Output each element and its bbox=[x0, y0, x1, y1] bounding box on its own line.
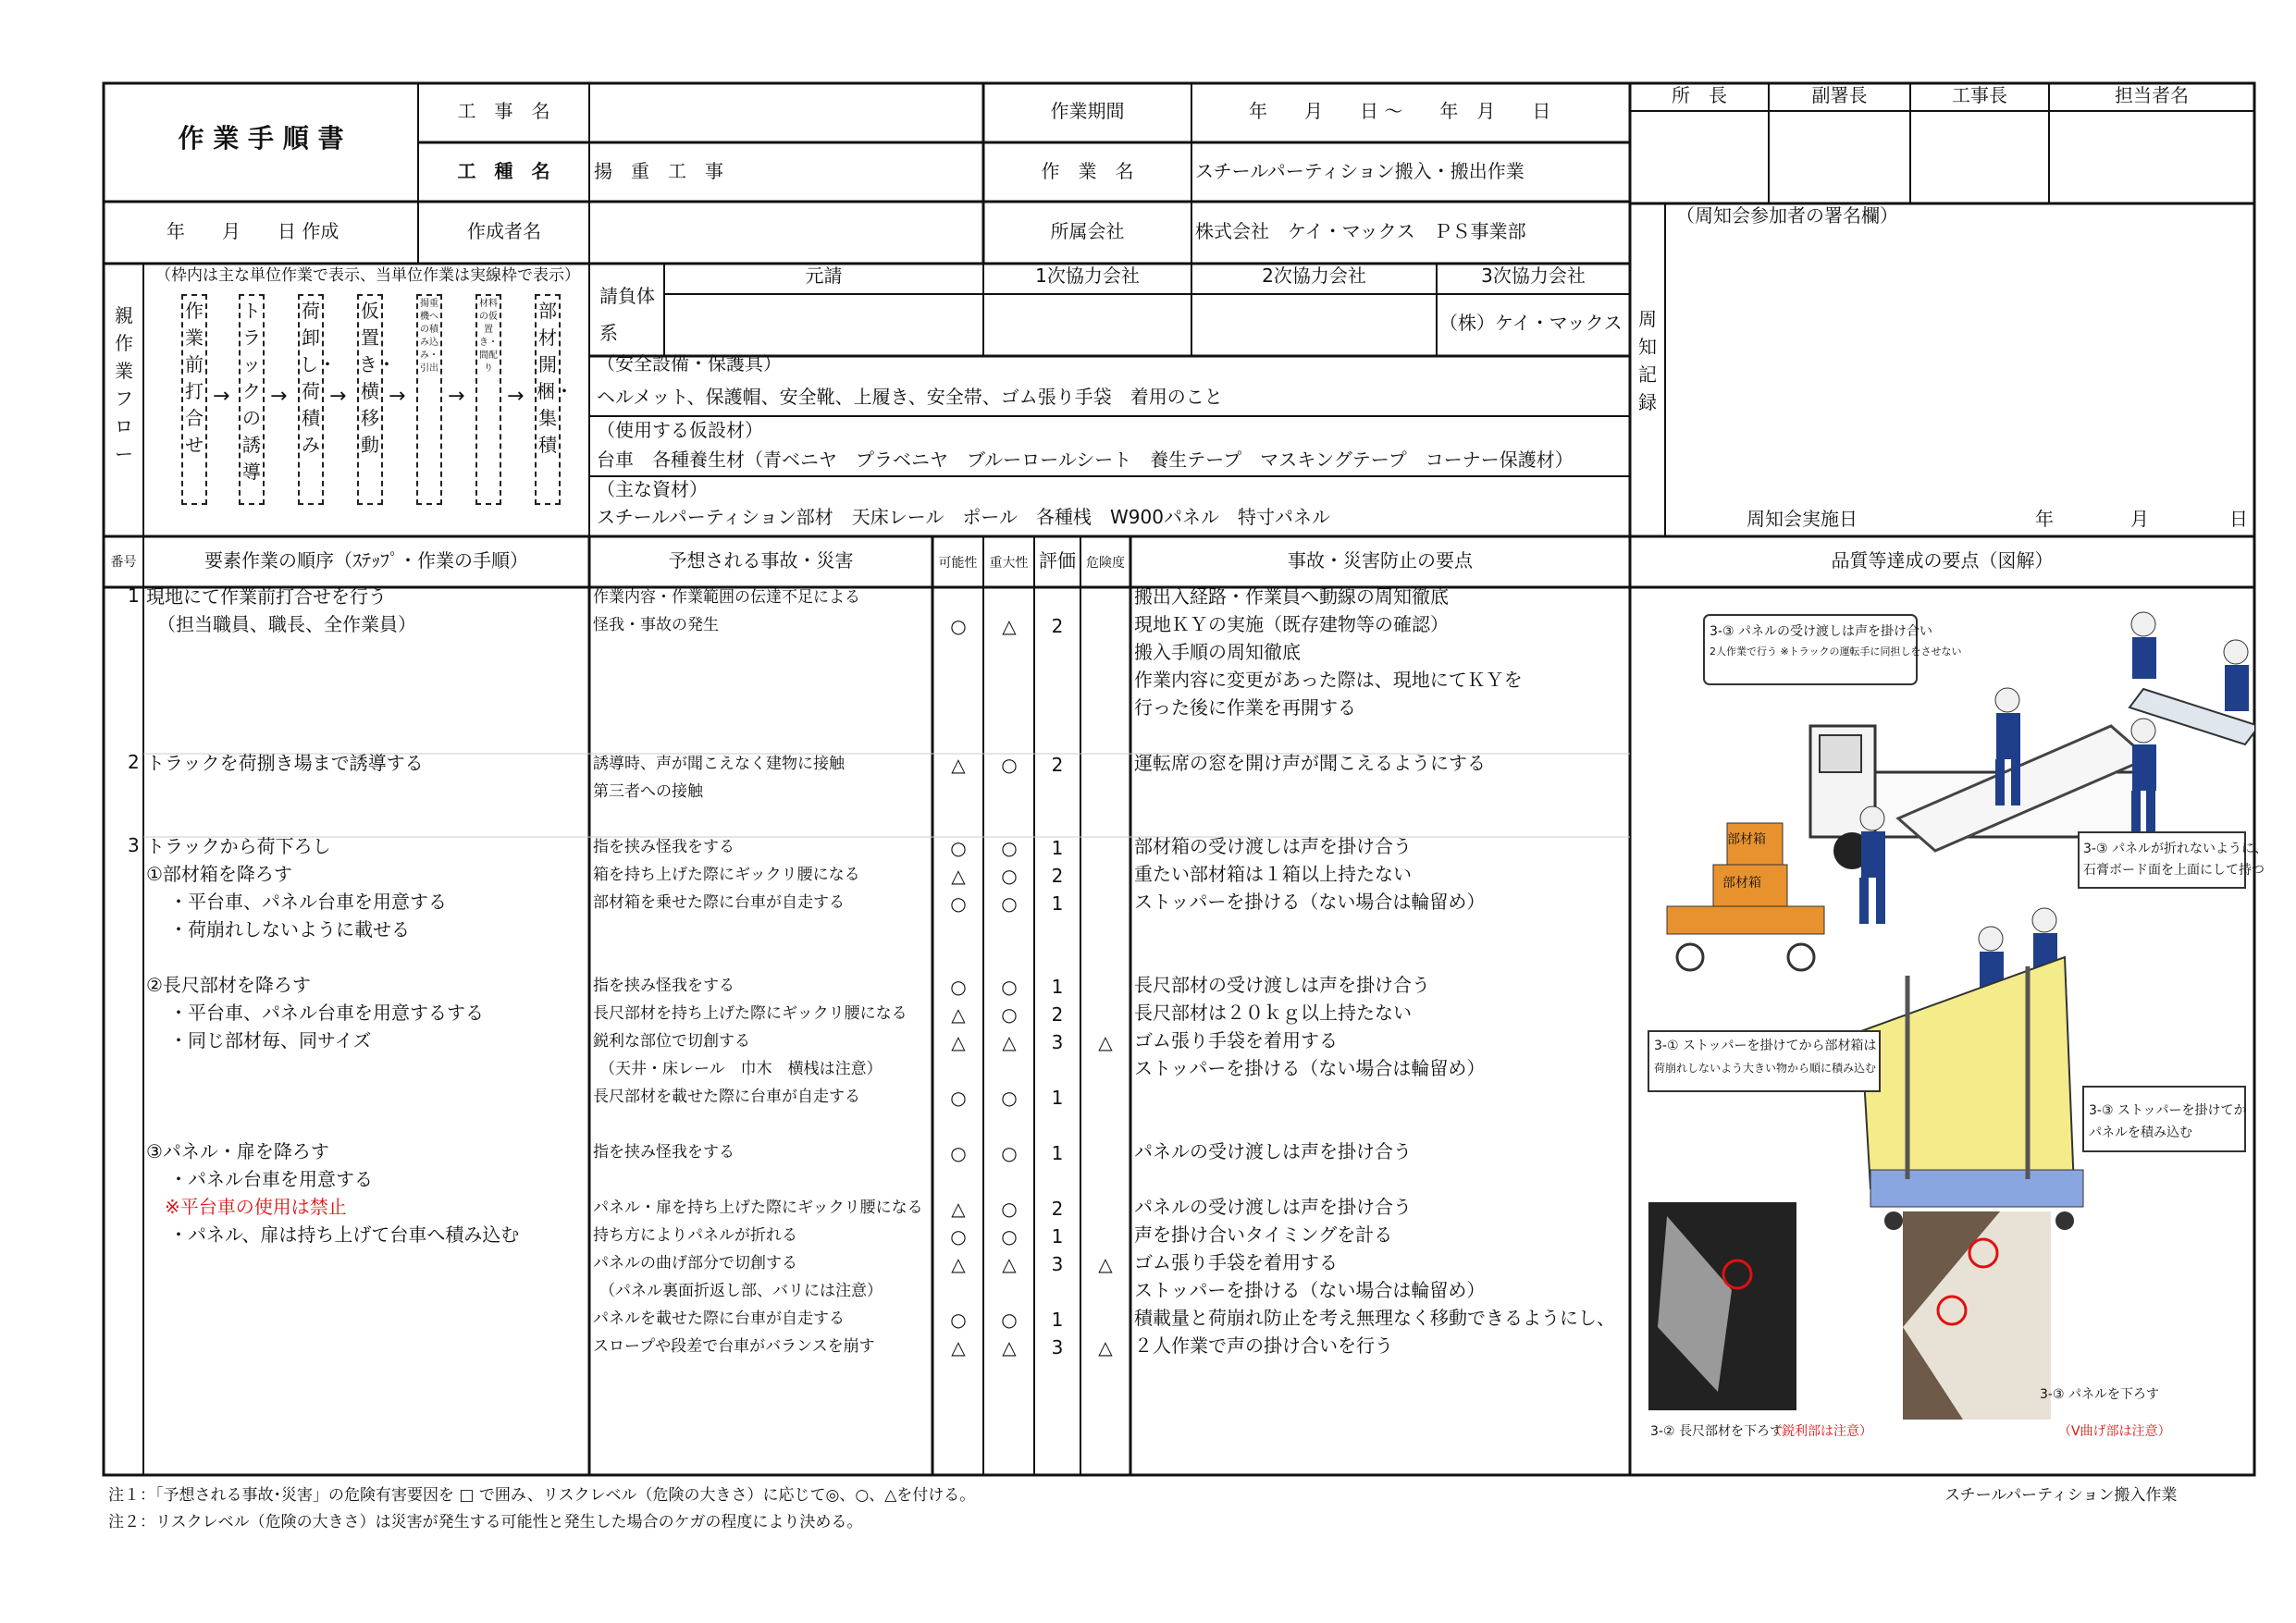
step-text: ・同じ部材毎、同サイズ bbox=[169, 1029, 372, 1051]
contract-value-4: （株）ケイ・マックス bbox=[1439, 312, 1623, 334]
hazard-text: （パネル裏面折返し部、バリには注意） bbox=[599, 1282, 883, 1300]
figure-note: （鋭利部は注意） bbox=[1769, 1424, 1872, 1439]
hazard-text: 部材箱を乗せた際に台車が自走する bbox=[593, 893, 845, 912]
flow-step-3: 荷卸し・荷積み bbox=[298, 294, 324, 505]
evaluation-value: 1 bbox=[1051, 1142, 1064, 1164]
hazard-text: 作業内容・作業範囲の伝達不足による bbox=[593, 588, 860, 607]
hazard-text: 怪我・事故の発生 bbox=[593, 616, 719, 634]
evaluation-value: 1 bbox=[1051, 1087, 1064, 1109]
step-text: ・荷崩れしないように載せる bbox=[169, 918, 410, 941]
author-label: 作成者名 bbox=[467, 220, 541, 242]
possibility-mark: △ bbox=[951, 1198, 966, 1220]
possibility-mark: ○ bbox=[950, 1087, 967, 1109]
approval-chief: 所 長 bbox=[1672, 84, 1727, 106]
th-risk: 危険度 bbox=[1086, 556, 1125, 571]
hazard-text: 指を挟み怪我をする bbox=[593, 977, 734, 995]
prevention-text: パネルの受け渡しは声を掛け合う bbox=[1134, 1196, 1412, 1218]
hazard-text: 箱を持ち上げた際にギックリ腰になる bbox=[593, 866, 860, 884]
th-severity: 重大性 bbox=[989, 556, 1029, 571]
prevention-text: 部材箱の受け渡しは声を掛け合う bbox=[1134, 835, 1412, 857]
temp-label: （使用する仮設材） bbox=[597, 419, 763, 441]
evaluation-value: 1 bbox=[1051, 892, 1064, 915]
notice-record-label: 周知記録 bbox=[1638, 308, 1657, 413]
step-text: ①部材箱を降ろす bbox=[146, 863, 292, 885]
flow-step-7: 部材開梱・集積 bbox=[535, 294, 561, 505]
step-text: ・パネル台車を用意する bbox=[169, 1168, 373, 1190]
approval-deputy: 副署長 bbox=[1811, 84, 1868, 106]
risk-mark: △ bbox=[1098, 1336, 1113, 1359]
box-label: 部材箱 bbox=[1722, 876, 1761, 891]
possibility-mark: ○ bbox=[950, 892, 967, 915]
notice-date-year: 年 bbox=[2035, 508, 2054, 530]
figure-note: 3-③ ストッパーを掛けてか bbox=[2089, 1103, 2247, 1118]
th-prevention: 事故・災害防止の要点 bbox=[1288, 549, 1473, 572]
prevention-text: 声を掛け合いタイミングを計る bbox=[1134, 1223, 1393, 1246]
evaluation-value: 2 bbox=[1051, 754, 1064, 776]
possibility-mark: ○ bbox=[950, 1309, 967, 1331]
prevention-text: 積載量と荷崩れ防止を考え無理なく移動できるようにし、 bbox=[1134, 1307, 1615, 1329]
evaluation-value: 3 bbox=[1051, 1253, 1064, 1275]
severity-mark: ○ bbox=[1001, 976, 1018, 998]
evaluation-value: 1 bbox=[1051, 976, 1064, 998]
severity-mark: ○ bbox=[1001, 1087, 1018, 1109]
severity-mark: ○ bbox=[1001, 1198, 1018, 1220]
row-number: 2 bbox=[128, 751, 140, 773]
th-no: 番号 bbox=[110, 555, 137, 570]
approval-person: 担当者名 bbox=[2115, 84, 2189, 106]
prevention-text: 現地ＫＹの実施（既存建物等の確認） bbox=[1134, 613, 1449, 635]
contract-label: 請負体系 bbox=[599, 285, 655, 344]
step-text: 現地にて作業前打合せを行う bbox=[146, 585, 387, 608]
flow-arrow: → bbox=[389, 385, 406, 408]
figure-note: 3-② 長尺部材を下ろす bbox=[1650, 1424, 1783, 1439]
hazard-text: 指を挟み怪我をする bbox=[593, 1143, 734, 1162]
safety-value: ヘルメット、保護帽、安全靴、上履き、安全帯、ゴム張り手袋 着用のこと bbox=[597, 386, 1223, 408]
hazard-text: 持ち方によりパネルが折れる bbox=[593, 1226, 797, 1245]
notice-sign-label: （周知会参加者の署名欄） bbox=[1676, 204, 1898, 227]
hazard-text: パネルを載せた際に台車が自走する bbox=[593, 1309, 845, 1328]
figure-note: 石膏ボード面を上面にして持つ bbox=[2083, 863, 2265, 878]
notice-date-day: 日 bbox=[2229, 508, 2248, 530]
possibility-mark: ○ bbox=[950, 615, 967, 637]
step-text: ・平台車、パネル台車を用意するする bbox=[169, 1002, 484, 1024]
prevention-text: 搬入手順の周知徹底 bbox=[1134, 641, 1301, 663]
figure-note: （V曲げ部は注意） bbox=[2058, 1424, 2171, 1439]
sagyo-value: スチールパーティション搬入・搬出作業 bbox=[1195, 160, 1524, 182]
hazard-text: パネル・扉を持ち上げた際にギックリ腰になる bbox=[593, 1199, 923, 1217]
footer-note-2: 注２：リスクレベル（危険の大きさ）は災害が発生する可能性と発生した場合のケガの程度により決める。 bbox=[108, 1513, 863, 1531]
evaluation-value: 2 bbox=[1051, 865, 1064, 887]
flow-step-2: トラックの誘導 bbox=[239, 294, 265, 505]
evaluation-value: 2 bbox=[1051, 1003, 1064, 1026]
flow-arrow: → bbox=[329, 385, 347, 408]
possibility-mark: ○ bbox=[950, 1225, 967, 1248]
severity-mark: ○ bbox=[1001, 1003, 1018, 1026]
step-text: ・平台車、パネル台車を用意する bbox=[169, 891, 447, 913]
hazard-text: スロープや段差で台車がバランスを崩す bbox=[593, 1337, 875, 1356]
evaluation-value: 1 bbox=[1051, 837, 1064, 859]
severity-mark: △ bbox=[1002, 1031, 1017, 1053]
flow-arrow: → bbox=[270, 385, 288, 408]
severity-mark: ○ bbox=[1001, 892, 1018, 915]
hazard-text: パネルの曲げ部分で切創する bbox=[593, 1254, 797, 1273]
quality-figure bbox=[1630, 587, 2254, 1475]
severity-mark: ○ bbox=[1001, 1225, 1018, 1248]
footer-note-1: 注１：「予想される事故･災害」の危険有害要因を □ で囲み、リスクレベル（危険の大きさ）に応じて◎、○、△を付ける。 bbox=[108, 1486, 976, 1505]
severity-mark: ○ bbox=[1001, 1309, 1018, 1331]
hazard-text: 長尺部材を載せた際に台車が自走する bbox=[593, 1088, 860, 1106]
possibility-mark: △ bbox=[951, 865, 966, 887]
hazard-text: 誘導時、声が聞こえなく建物に接触 bbox=[593, 755, 845, 773]
prevention-text: ストッパーを掛ける（ない場合は輪留め） bbox=[1134, 891, 1486, 913]
prevention-text: パネルの受け渡しは声を掛け合う bbox=[1134, 1140, 1412, 1162]
possibility-mark: ○ bbox=[950, 837, 967, 859]
th-evaluation: 評価 bbox=[1039, 549, 1076, 572]
figure-note: パネルを積み込む bbox=[2089, 1125, 2192, 1140]
figure-note: 2人作業で行う ※トラックの運転手に同担しをさせない bbox=[1710, 646, 1962, 658]
figure-note: 3-① ストッパーを掛けてから部材箱は bbox=[1654, 1039, 1877, 1053]
prevention-text: 重たい部材箱は１箱以上持たない bbox=[1134, 863, 1412, 885]
flow-step-6: 材料の仮置き・間配り bbox=[475, 294, 501, 505]
box-label: 部材箱 bbox=[1727, 832, 1766, 847]
possibility-mark: △ bbox=[951, 1031, 966, 1053]
severity-mark: ○ bbox=[1001, 837, 1018, 859]
hazard-text: （天井・床レール 巾木 横桟は注意） bbox=[599, 1060, 883, 1078]
footer-right: スチールパーティション搬入作業 bbox=[1944, 1486, 2178, 1505]
evaluation-value: 2 bbox=[1051, 1198, 1064, 1220]
risk-mark: △ bbox=[1098, 1031, 1113, 1053]
prevention-text: ゴム張り手袋を着用する bbox=[1134, 1251, 1338, 1273]
figure-note: 荷崩れしないよう大きい物から順に積み込む bbox=[1654, 1062, 1877, 1075]
flow-arrow: → bbox=[213, 385, 230, 408]
contract-col-4: 3次協力会社 bbox=[1481, 264, 1586, 287]
hazard-text: 指を挟み怪我をする bbox=[593, 838, 734, 856]
flow-arrow: → bbox=[507, 385, 525, 408]
step-text: ②長尺部材を降ろす bbox=[146, 974, 311, 996]
possibility-mark: △ bbox=[951, 1253, 966, 1275]
flow-side-label: 親作業フロー bbox=[115, 304, 133, 465]
approval-manager: 工事長 bbox=[1952, 84, 2007, 106]
possibility-mark: △ bbox=[951, 754, 966, 776]
sagyo-label: 作 業 名 bbox=[1041, 160, 1134, 182]
possibility-mark: △ bbox=[951, 1003, 966, 1026]
severity-mark: △ bbox=[1002, 1336, 1017, 1359]
possibility-mark: ○ bbox=[950, 1142, 967, 1164]
period-label: 作業期間 bbox=[1050, 100, 1125, 122]
date-created: 年 月 日 作成 bbox=[167, 220, 339, 242]
risk-mark: △ bbox=[1098, 1253, 1113, 1275]
contract-col-1: 元請 bbox=[805, 264, 843, 287]
prevention-text: ストッパーを掛ける（ない場合は輪留め） bbox=[1134, 1279, 1486, 1301]
koshu-value: 揚 重 工 事 bbox=[594, 160, 723, 182]
safety-label: （安全設備・保護具） bbox=[597, 352, 782, 375]
notice-date-month: 月 bbox=[2130, 508, 2149, 530]
step-text: トラックから荷下ろし bbox=[146, 835, 331, 857]
prevention-text: 作業内容に変更があった際は、現地にてＫＹを bbox=[1134, 669, 1523, 691]
step-text: ③パネル・扉を降ろす bbox=[146, 1140, 329, 1162]
row-number: 1 bbox=[128, 584, 140, 607]
th-quality: 品質等達成の要点（図解） bbox=[1831, 549, 2054, 572]
evaluation-value: 1 bbox=[1051, 1225, 1064, 1248]
temp-value: 台車 各種養生材（青ベニヤ プラベニヤ ブルーロールシート 養生テープ マスキングテープ コーナー保護材） bbox=[597, 449, 1574, 471]
possibility-mark: △ bbox=[951, 1336, 966, 1359]
step-text: ・パネル、扉は持ち上げて台車へ積み込む bbox=[169, 1223, 520, 1246]
material-label: （主な資材） bbox=[597, 478, 708, 500]
figure-note: 3-③ パネルが折れないように、 bbox=[2083, 842, 2267, 856]
severity-mark: △ bbox=[1002, 1253, 1017, 1275]
possibility-mark: ○ bbox=[950, 976, 967, 998]
step-text: （担当職員、職長、全作業員） bbox=[157, 613, 416, 635]
material-value: スチールパーティション部材 天床レール ポール 各種桟 W900パネル 特寸パネル bbox=[597, 506, 1330, 528]
company-value: 株式会社 ケイ・マックス ＰＳ事業部 bbox=[1195, 220, 1526, 242]
step-text: トラックを荷捌き場まで誘導する bbox=[146, 752, 424, 774]
figure-note: 3-③ パネルの受け渡しは声を掛け合い bbox=[1710, 624, 1932, 639]
flow-step-4: 仮置き・横移動 bbox=[357, 294, 383, 505]
th-steps: 要素作業の順序（ｽﾃｯﾌﾟ・作業の手順） bbox=[204, 549, 528, 572]
prevention-text: 長尺部材は２０ｋｇ以上持たない bbox=[1134, 1002, 1412, 1024]
severity-mark: ○ bbox=[1001, 1142, 1018, 1164]
evaluation-value: 2 bbox=[1051, 615, 1064, 637]
contract-col-3: 2次協力会社 bbox=[1262, 264, 1366, 287]
hazard-text: 第三者への接触 bbox=[593, 782, 703, 801]
hazard-text: 鋭利な部位で切創する bbox=[593, 1032, 750, 1051]
flow-step-1: 作業前打合せ bbox=[181, 294, 207, 505]
warning-text: ※平台車の使用は禁止 bbox=[165, 1196, 347, 1218]
evaluation-value: 1 bbox=[1051, 1309, 1064, 1331]
severity-mark: ○ bbox=[1001, 754, 1018, 776]
prevention-text: ゴム張り手袋を着用する bbox=[1134, 1029, 1338, 1051]
th-hazards: 予想される事故・災害 bbox=[668, 549, 854, 572]
prevention-text: 搬出入経路・作業員へ動線の周知徹底 bbox=[1134, 585, 1449, 608]
evaluation-value: 3 bbox=[1051, 1336, 1064, 1359]
th-possibility: 可能性 bbox=[938, 556, 978, 571]
koji-label: 工 事 名 bbox=[457, 100, 550, 122]
company-label: 所属会社 bbox=[1050, 220, 1125, 242]
evaluation-value: 3 bbox=[1051, 1031, 1064, 1053]
flow-arrow: → bbox=[448, 385, 465, 408]
row-number: 3 bbox=[128, 834, 140, 856]
document-title: 作 業 手 順 書 bbox=[178, 123, 344, 154]
contract-col-2: 1次協力会社 bbox=[1035, 264, 1140, 287]
severity-mark: △ bbox=[1002, 615, 1017, 637]
hazard-text: 長尺部材を持ち上げた際にギックリ腰になる bbox=[593, 1004, 907, 1023]
period-value: 年 月 日 ～ 年 月 日 bbox=[1249, 100, 1551, 122]
prevention-text: 長尺部材の受け渡しは声を掛け合う bbox=[1134, 974, 1430, 996]
flow-step-5: 揚重機への積み込み・引出 bbox=[416, 294, 442, 505]
koshu-label: 工 種 名 bbox=[457, 160, 550, 182]
severity-mark: ○ bbox=[1001, 865, 1018, 887]
prevention-text: ２人作業で声の掛け合いを行う bbox=[1134, 1334, 1393, 1357]
notice-date-label: 周知会実施日 bbox=[1747, 508, 1858, 530]
flow-note: （枠内は主な単位作業で表示、当単位作業は実線枠で表示） bbox=[155, 266, 580, 285]
prevention-text: ストッパーを掛ける（ない場合は輪留め） bbox=[1134, 1057, 1486, 1079]
prevention-text: 行った後に作業を再開する bbox=[1134, 696, 1356, 719]
figure-note: 3-③ パネルを下ろす bbox=[2040, 1387, 2159, 1402]
prevention-text: 運転席の窓を開け声が聞こえるようにする bbox=[1134, 752, 1486, 774]
